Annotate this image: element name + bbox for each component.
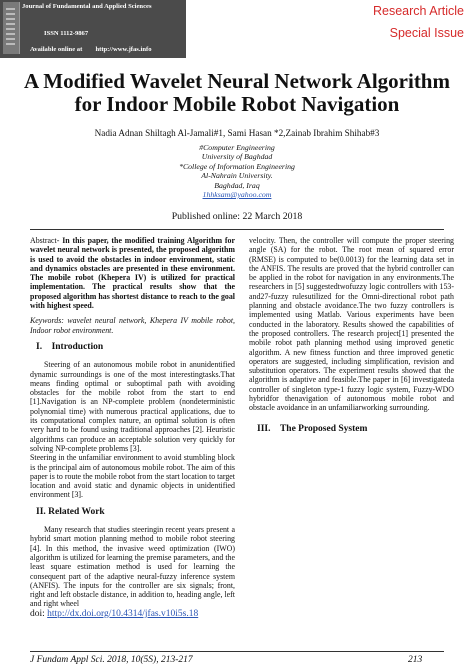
author-list: Nadia Adnan Shiltagh Al-Jamali#1, Sami Hasan *2,Zainab Ibrahim Shihab#3 — [94, 128, 380, 138]
section-heading-related-work: II. Related Work — [36, 506, 105, 517]
affiliation-line: Baghdad, Iraq — [214, 180, 260, 190]
affiliations — [0, 143, 474, 199]
paper-title — [0, 70, 474, 116]
section-heading-proposed-system: III. The Proposed System — [257, 423, 368, 434]
right-column — [249, 236, 454, 442]
section-heading-introduction: I. Introduction — [36, 341, 104, 352]
title-line-1: A Modified Wavelet Neural Network Algorithm — [24, 69, 450, 93]
footer-citation: J Fundam Appl Sci. 2018, 10(5S), 213-217 — [30, 655, 193, 665]
journal-name: Journal of Fundamental and Applied Sciences — [22, 3, 152, 10]
abstract-label: Abstract- — [30, 236, 60, 245]
intro-paragraph-2: Steering in the unfamiliar environment to avoid stumbling block is the principal aim of autonomous mobile robot. The aim of this paper is to route the mobile robot from the start location to target location and avoid static and dynamic objects in unidentified environment [3]. — [30, 453, 235, 500]
header-divider — [30, 229, 444, 230]
journal-masthead — [0, 0, 186, 58]
special-issue-badge: Special Issue — [389, 26, 464, 40]
affiliation-line: University of Baghdad — [201, 152, 273, 162]
article-type-badge: Research Article — [372, 4, 464, 18]
journal-issn: ISSN 1112-9867 — [44, 30, 89, 37]
journal-availability: Available online at http://www.jfas.info — [30, 46, 152, 53]
published-date: Published online: 22 March 2018 — [171, 211, 303, 222]
abstract-text: In this paper, the modified training Algorithm for wavelet neural network is presented, the proposed algorithm is used to avoid the obstacles in indoor environment, static and dynamics obstacles are presented in these environment. The mobile robot (Khepera IV) is utilized for practical implementation. The practical results show that the proposed algorithm has shortest distance to reach to the goal with highest speed. — [30, 236, 235, 311]
related-work-continued: velocity. Then, the controller will compute the proper steering angle (SA) for the robot. The root mean of squared error (RMSE) is computed to be(0.0013) for the learning data set in the ANFIS. The results are proved that the hybrid controller can be applied in the robot for navigation in any environments.The researchers in [5] suggestedtwofuzzy logic controllers with 153- and27-fuzzy rulesutilized for the Omni-directional robot path planning and obstacle avoidance.The two fuzzy controllers is implemented using Matlab. Various experiments have been conducted in the laboratory. Results showed the capabilities of the proposed controllers. The research project[1] presented the mobile robot path planning method using improved genetic algorithm. A new fitness function and three improved genetic operators are suggested, including simplification, revision and substitution operators. The experiment results showed that the algorithm is adaptive and feasible.The paper in [6] investigateda controller of singleton type-1 fuzzy logic system, Fuzzy-WDO hybridfor thenavigation of autonomous mobile robot and obstacle avoidance in an unfamiliarworking surrounding. — [249, 236, 454, 413]
abstract — [30, 236, 235, 310]
doi-line — [30, 610, 235, 619]
related-work-paragraph: Many research that studies steeringin recent years present a hybrid smart motion planning method to mobile robot steering [4]. In this method, the invasive weed optimization (IWO) algorithm is utilized for learning the premise parameters, and the least square estimation method is used for learning the consequent part of the adaptive neural-fuzzy inference system (ANFIS). The inputs for the controller are six signals; front, right and left obstacle distance, in addition to, heading angle, left and right wheel — [30, 525, 235, 609]
affiliation-line: *College of Information Engineering — [179, 161, 295, 171]
author-email-link[interactable]: 1hhksam@yahoo.com — [202, 190, 272, 200]
keywords: Keywords: wavelet neural network, Khepera IV mobile robot, Indoor robot environment. — [30, 316, 235, 335]
journal-logo — [3, 2, 20, 54]
title-line-2: for Indoor Mobile Robot Navigation — [74, 92, 400, 116]
affiliation-line: #Computer Engineering — [199, 143, 275, 152]
doi-link[interactable]: http://dx.doi.org/10.4314/jfas.v10i5s.18 — [47, 608, 199, 619]
left-column — [30, 236, 235, 619]
affiliation-line: Al-Nahrain University. — [201, 171, 273, 181]
footer-divider — [30, 651, 444, 652]
doi-prefix: doi: — [30, 608, 48, 619]
page-number: 213 — [408, 655, 423, 665]
intro-paragraph-1: Steering of an autonomous mobile robot in anunidentified dynamic surroundings is one of the most interestingtasks.That means finding optimal or suboptimal path with avoiding obstacles for the mobile robot from the start to end [1].Navigation is an NP-complete problem (nondeterministic polynomial time) with numerous practical applications, due to its computational complex nature, an optimal solution is often very hard to be found using traditional approaches [2]. Heuristic algorithms can produce an acceptable solution very quickly for solving NP-complete problems [3]. — [30, 360, 235, 453]
